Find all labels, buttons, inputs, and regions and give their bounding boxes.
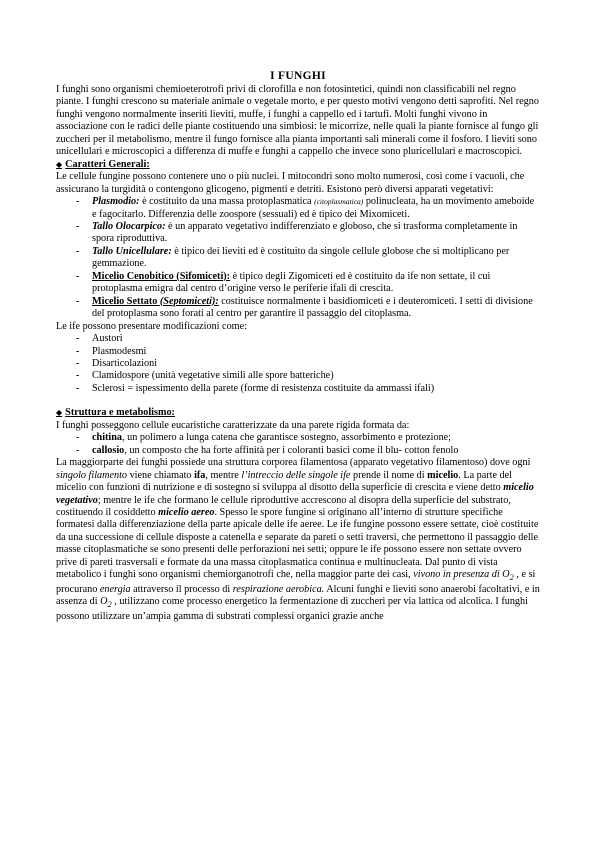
list-item: - Tallo Unicellulare: è tipico dei lieviti ed è costituito da singole cellule globose che si moltiplicano per gemmazione. xyxy=(76,246,540,271)
section2-intro: I funghi posseggono cellule eucaristiche caratterizzate da una parete rigida formata da: xyxy=(56,419,410,431)
list-item: - Micelio Cenobitico (Sifomiceti): è tipico degli Zigomiceti ed è costituito da ife non settate, il cui protoplasma emigra dal centro d’origine verso le periferie ifali di crescita. xyxy=(76,271,540,296)
list-item: - Sclerosi = ispessimento della parete (forme di resistenza costituite da ammassi ifali) xyxy=(76,383,540,395)
intro-paragraph: I funghi sono organismi chemioeterotrofi privi di clorofilla e non fotosintetici, quindi non classificabili nel regno piante. I funghi crescono su materiale animale o vegetale morto, e per questo motivi vengono detti saprofiti. Nel regno funghi vengono normalmente inseriti lieviti, muffe, i funghi a cappello ed i tartufi. Molti funghi vivono in associazione con le radici delle piante costituendo una simbiosi: le micorrize, nelle quali la piante fornisce al fungo gli zuccheri per il metabolismo, mentre il fungo fornisce alla pianta importanti sali minerali come il fosforo. I lieviti sono unicellulari e microscopici a differenza di muffe e funghi a cappello che invece sono pluricellulari e macroscopici. xyxy=(56,84,539,158)
list-item: - Tallo Olocarpico: è un apparato vegetativo indifferenziato e globoso, che si trasforma completamente in spora riproduttiva. xyxy=(76,221,540,246)
term-callosio: callosio xyxy=(92,444,125,456)
term-plasmodio: Plasmodio: xyxy=(92,196,140,208)
list-item: - Plasmodesmi xyxy=(76,346,540,358)
section-heading-caratteri xyxy=(56,159,540,171)
modifications-intro: Le ife possono presentare modificazioni come: xyxy=(56,320,247,332)
list-item: - Plasmodio: è costituito da una massa protoplasmatica (citoplasmatica) polinucleata, ha un movimento ameboide e fagocitarlo. Differenzia delle zoospore (sessuali) ed è tipico dei Mixomiceti. xyxy=(76,196,540,221)
list-item: - chitina, un polimero a lunga catena che garantisce sostegno, assorbimento e protezione; xyxy=(76,432,540,444)
section-heading-text: Caratteri Generali: xyxy=(65,158,150,170)
section1-paragraph: Le cellule fungine possono contenere uno o più nuclei. I mitocondri sono molto numerosi, così come i vacuoli, che assicurano la turgidità o contengono glicogeno, pigmenti e detriti. Esistono però diversi apparati vegetativi: xyxy=(56,171,525,195)
term-micelio-settato: Micelio Settato xyxy=(92,295,160,307)
modifications-list xyxy=(56,333,540,395)
list-item: - callosio, un composto che ha forte affinità per i coloranti basici come il blu- cotton fenolo xyxy=(76,445,540,457)
section2-paragraph: La maggiorparte dei funghi possiede una struttura corporea filamentosa (apparato vegetativo filamentoso) dove ogni singolo filamento viene chiamato ifa, mentre l’intreccio delle singole ife prende il nome di micelio. La parte del micelio con funzioni di nutrizione e di sostegno si sviluppa al disotto della superficie di crescita e viene detto micelio vegetativo; mentre le ife che formano le cellule riproduttive accrescono al disopra della superficie del substrato, costituendo il cosiddetto micelio aereo. Spesso le spore fungine si originano all’interno di strutture specifiche formatesi dalla differenziazione della parte apicale delle ife aeree. Le ife fungine possono essere settate, cioè costituite da una successione di cellule disposte a catenella e separate da pareti o setti traversi, che permettono il passaggio delle masse citoplasmatiche se sono presenti delle perforazioni nei setti; oppure le ife possono essere non settate ovvero prive di pareti trasversali e formate da una massa citoplasmatica continua e multinucleata. Dal punto di vista metabolico i funghi sono organismi chemiorganotrofi che, nella maggior parte dei casi, vivono in presenza di $O_2$ , e si procurano energia attraverso il processo di respirazione aerobica. Alcuni funghi e lieviti sono anaerobi facoltativi, e in assenza di $O_2$ , utilizzano come processo energetico la fermentazione di zuccheri per via lattica od alcolica. I funghi possono utilizzare un’ampia gamma di substrati complessi organici grazie anche xyxy=(56,457,540,622)
section-heading-text: Struttura e metabolismo: xyxy=(65,407,175,419)
list-item: - Austori xyxy=(76,333,540,345)
page-title: I FUNGHI xyxy=(270,70,326,82)
list-item: - Clamidospore (unità vegetative simili alle spore batteriche) xyxy=(76,370,540,382)
list-item: - Micelio Settato (Septomiceti): costituisce normalmente i basidiomiceti e i deuteromiceti. I setti di divisione del protoplasma sono forati al centro per garantire il passaggio del citoplasma. xyxy=(76,296,540,321)
term-tallo-unicellulare: Tallo Unicellulare: xyxy=(92,245,172,257)
apparati-list xyxy=(56,196,540,321)
spacer xyxy=(56,395,540,407)
list-item: - Disarticolazioni xyxy=(76,358,540,370)
diamond-bullet-icon: ◆ xyxy=(56,408,63,418)
term-chitina: chitina xyxy=(92,432,123,444)
diamond-bullet-icon: ◆ xyxy=(56,159,63,169)
term-tallo-olocarpico: Tallo Olocarpico: xyxy=(92,220,166,232)
section-heading-struttura xyxy=(56,407,540,419)
term-micelio-cenobitico: Micelio Cenobitico (Sifomiceti): xyxy=(92,270,231,282)
parete-list xyxy=(56,432,540,457)
